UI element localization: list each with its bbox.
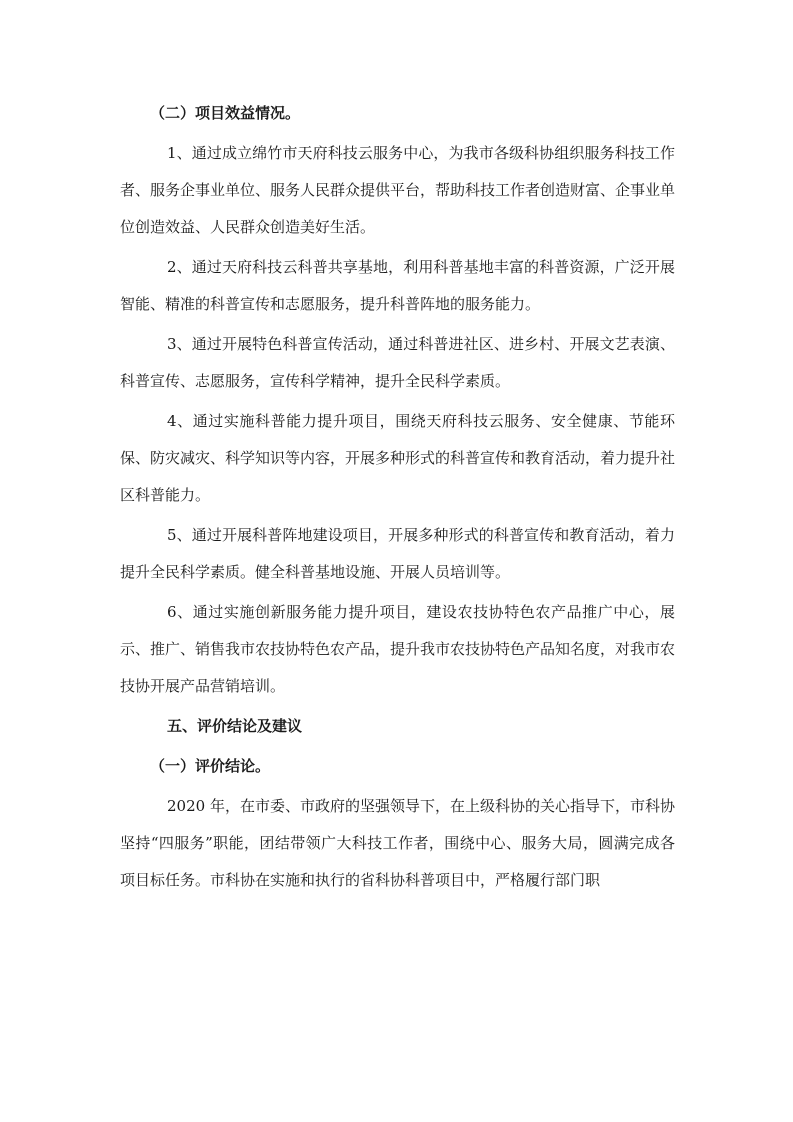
benefit-item-2: 2、通过天府科技云科普共享基地，利用科普基地丰富的科普资源，广泛开展智能、精准的科普宣传和志愿服务，提升科普阵地的服务能力。 <box>120 258 675 313</box>
benefit-item-1: 1、通过成立绵竹市天府科技云服务中心，为我市各级科协组织服务科技工作者、服务企事业单位、服务人民群众提供平台，帮助科技工作者创造财富、企事业单位创造效益、人民群众创造美好生活。 <box>120 144 676 236</box>
benefit-item-6: 6、通过实施创新服务能力提升项目，建设农技协特色农产品推广中心，展示、推广、销售我市农技协特色农产品，提升我市农技协特色产品知名度，对我市农技协开展产品营销培训。 <box>120 603 676 695</box>
section-heading-conclusions: 五、评价结论及建议 <box>167 717 303 735</box>
subsection-heading-evaluation-conclusion: （一）评价结论。 <box>150 757 271 775</box>
conclusion-paragraph: 2020 年，在市委、市政府的坚强领导下，在上级科协的关心指导下，市科协坚持“四服务”职能，团结带领广大科技工作者，围绕中心、服务大局，圆满完成各项目标任务。市科协在实施和执行的省科协科普项目中，严格履行部门职 <box>120 797 675 889</box>
section-heading-project-benefits: （二）项目效益情况。 <box>150 104 301 122</box>
document-body <box>120 95 675 899</box>
benefit-item-3: 3、通过开展特色科普宣传活动，通过科普进社区、进乡村、开展文艺表演、科普宣传、志愿服务，宣传科学精神，提升全民科学素质。 <box>120 335 675 390</box>
benefit-item-4: 4、通过实施科普能力提升项目，围绕天府科技云服务、安全健康、节能环保、防灾减灾、科学知识等内容，开展多种形式的科普宣传和教育活动，着力提升社区科普能力。 <box>120 412 676 504</box>
benefit-item-5: 5、通过开展科普阵地建设项目，开展多种形式的科普宣传和教育活动，着力提升全民科学素质。健全科普基地设施、开展人员培训等。 <box>120 526 675 581</box>
